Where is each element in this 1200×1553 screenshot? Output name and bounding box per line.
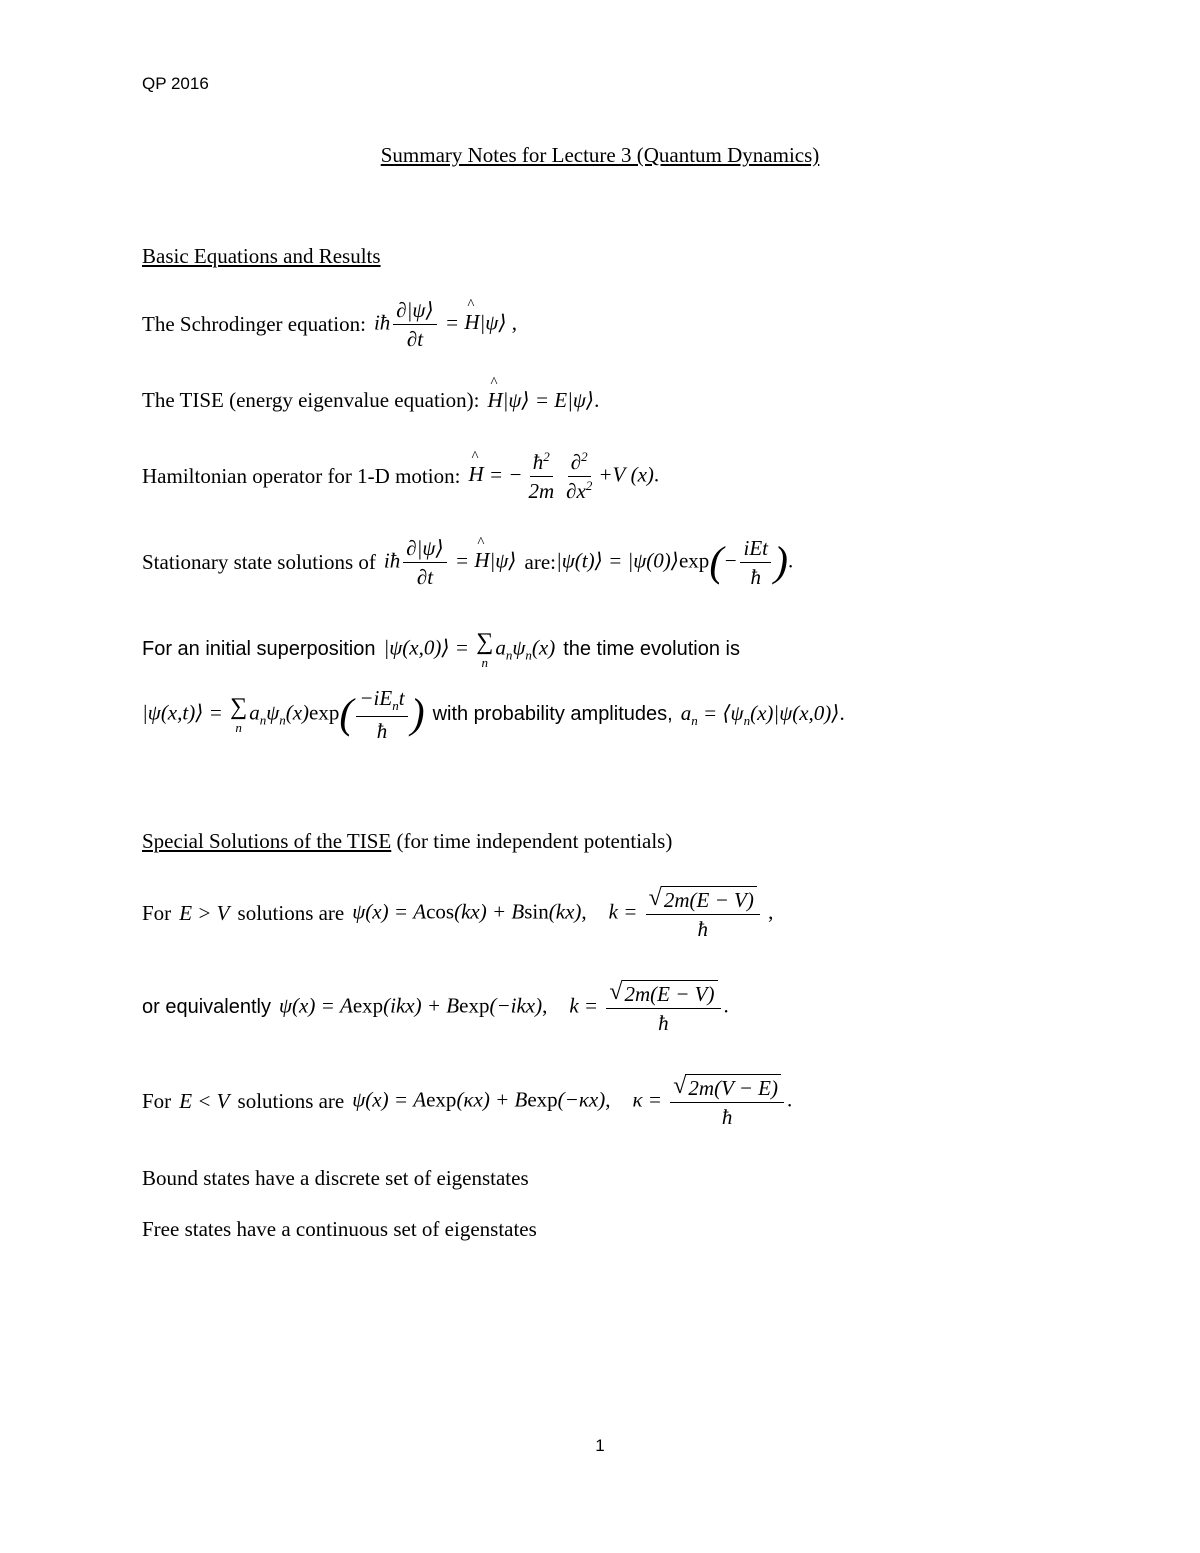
section-heading-basic: Basic Equations and Results xyxy=(142,244,381,268)
solutions-are-2: solutions are xyxy=(237,1089,345,1114)
section-heading-special-line xyxy=(142,829,672,854)
section-heading-special: Special Solutions of the TISE xyxy=(142,829,392,853)
hamiltonian-formula: ^ H = − $\frac{ħ^2}{2m}$ $\frac{\partial^2}{\partial x^2}$ +V (x). xyxy=(468,450,659,503)
time-evolution-line xyxy=(142,686,845,743)
solution-decay-formula: ψ(x) = Aexp(κx) + Bexp(−κx), κ = √ 2m(V − E) ħ . xyxy=(352,1073,793,1130)
solutions-are-1: solutions are xyxy=(237,901,345,926)
superposition-label: For an initial superposition xyxy=(142,638,376,660)
stationary-tdse-formula: iħ $\frac{\partial|\psi⟩}{\partial t}$ = ^ H|ψ⟩ xyxy=(384,536,517,589)
schrodinger-equation-line xyxy=(142,298,517,351)
running-head: QP 2016 xyxy=(142,74,209,93)
stationary-line xyxy=(142,536,793,589)
stationary-solution-formula: |ψ(t)⟩ = |ψ(0)⟩exp(− $\frac{\text{iEt}}{ħ}$ ). xyxy=(555,536,794,590)
tise-formula: ^ H|ψ⟩ = E|ψ⟩. xyxy=(487,388,599,413)
section-heading-note: (for time independent potentials) xyxy=(396,829,673,853)
equivalently-text: or equivalently xyxy=(142,996,271,1019)
prob-amp-formula: $a_n$ = $⟨\psi_n(x)|\psi(x,0)⟩$. xyxy=(680,700,845,728)
superposition-formula: |ψ(x,0)⟩ = ∑ n $a_n\psi_n(x)$ xyxy=(383,629,556,670)
hamiltonian-label: Hamiltonian operator for 1-D motion: xyxy=(142,464,461,489)
page-title: Summary Notes for Lecture 3 (Quantum Dynamics) xyxy=(380,143,820,167)
condition-e-gt-v: E > V xyxy=(179,901,230,926)
bound-states-text: Bound states have a discrete set of eigenstates xyxy=(142,1166,529,1190)
for-word-2: For xyxy=(142,1089,172,1114)
tise-line xyxy=(142,388,599,413)
schrodinger-label: The Schrodinger equation: xyxy=(142,312,366,337)
page-number: 1 xyxy=(595,1436,605,1455)
equivalently-line xyxy=(142,980,729,1035)
for-word-1: For xyxy=(142,901,172,926)
hamiltonian-line xyxy=(142,450,659,503)
superposition-line xyxy=(142,630,740,669)
stationary-are: are: xyxy=(524,550,556,575)
stationary-label: Stationary state solutions of xyxy=(142,550,376,575)
time-evolution-text: the time evolution is xyxy=(563,638,740,660)
condition-e-lt-v: E < V xyxy=(179,1089,230,1114)
schrodinger-formula: iħ $\frac{\partial|\psi⟩}{\partial t}$ = ^ H|ψ⟩ , xyxy=(374,298,517,351)
e-greater-v-line xyxy=(142,886,773,941)
tise-label: The TISE (energy eigenvalue equation): xyxy=(142,388,480,412)
solution-exp-formula: ψ(x) = Aexp(ikx) + Bexp(−ikx), k = √ 2m(E − V) ħ . xyxy=(278,979,729,1036)
time-evolution-formula: |ψ(x,t)⟩ = ∑ n $a_n\psi_n(x)\exp$( $\frac{-iE_nt}{ħ}$ ) xyxy=(142,686,425,744)
prob-amp-text: with probability amplitudes, xyxy=(432,703,673,726)
solution-trig-formula: ψ(x) = Acos(kx) + Bsin(kx), k = √ 2m(E − V) ħ , xyxy=(352,885,774,942)
e-less-v-line xyxy=(142,1074,792,1129)
free-states-text: Free states have a continuous set of eigenstates xyxy=(142,1217,537,1241)
